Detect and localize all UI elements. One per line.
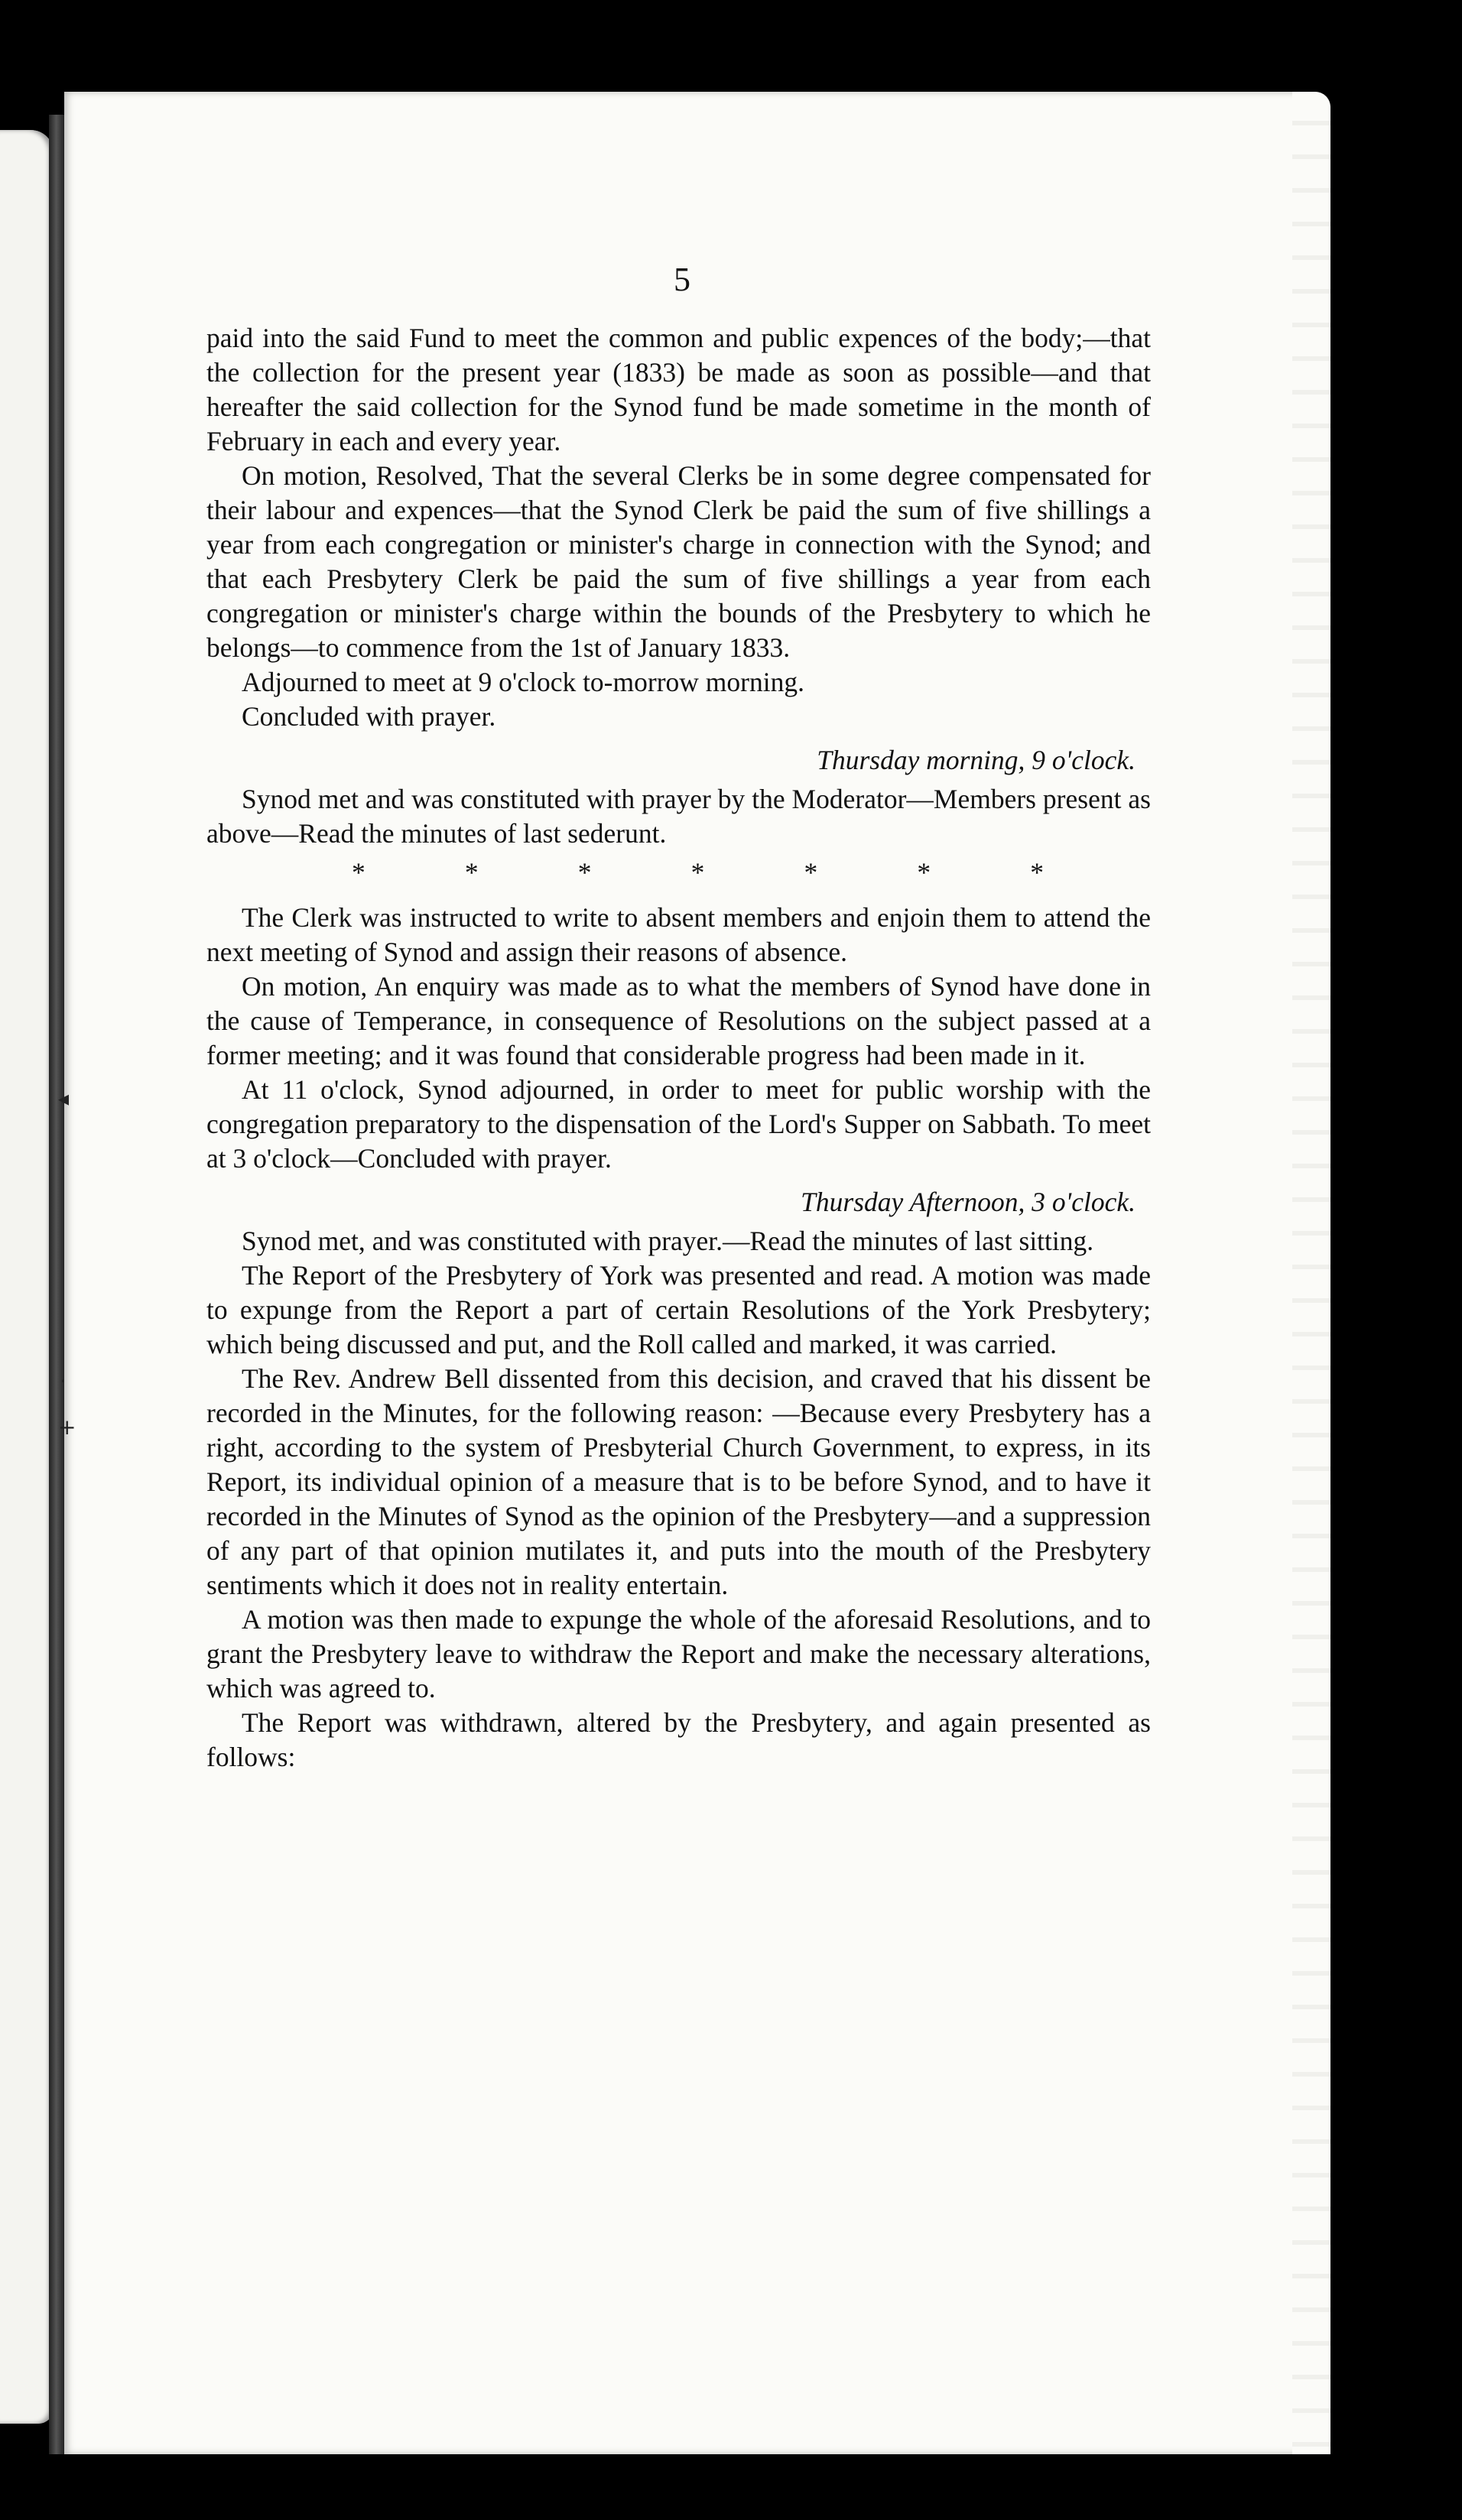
asterisk: * [804, 857, 818, 888]
page-number: 5 [674, 261, 690, 298]
margin-mark: · [60, 1369, 67, 1394]
paragraph: The Report of the Presbytery of York was presented and read. A motion was made to expunge from the Report a part of certain Resolutions of the York Presbytery; which being discussed and put, and the Roll called and marked, it was carried. [206, 1260, 1151, 1359]
asterisk: * [352, 857, 366, 888]
page-fore-edge [1292, 92, 1330, 2454]
section-heading: Thursday morning, 9 o'clock. [817, 745, 1135, 775]
paragraph: At 11 o'clock, Synod adjourned, in order to meet for public worship with the congregation preparatory to the dispensation of the Lord's Supper on Sabbath. To meet at 3 o'clock—Concluded with prayer. [206, 1074, 1151, 1174]
asterisk: * [464, 857, 479, 888]
asterisk: * [917, 857, 931, 888]
section-heading: Thursday Afternoon, 3 o'clock. [801, 1187, 1135, 1217]
asterisk: * [690, 857, 705, 888]
paragraph: Concluded with prayer. [242, 701, 496, 732]
asterisk: * [577, 857, 592, 888]
paragraph: Adjourned to meet at 9 o'clock to-morrow morning. [242, 667, 804, 697]
facing-page-edge [0, 130, 54, 2424]
asterisk: * [1030, 857, 1044, 888]
page-body [206, 321, 1151, 1775]
paragraph: Synod met and was constituted with prayer by the Moderator—Members present as above—Read the minutes of last sederunt. [206, 784, 1151, 849]
paragraph: On motion, Resolved, That the several Clerks be in some degree compensated for their labour and expences—that the Synod Clerk be paid the sum of five shillings a year from each congregation or minister's charge in connection with the Synod; and that each Presbytery Clerk be paid the sum of five shillings a year from each congregation or minister's charge within the bounds of the Presbytery to which he belongs—to commence from the 1st of January 1833. [206, 460, 1151, 663]
paragraph: The Rev. Andrew Bell dissented from this decision, and craved that his dissent be recorded in the Minutes, for the following reason: —Because every Presbytery has a right, according to the system of Presbyterial Church Government, to express, in its Report, its individual opinion of a measure that is to be before Synod, and to have it recorded in the Minutes of Synod as the opinion of the Presbytery—and a suppression of any part of that opinion mutilates it, and puts into the mouth of the Presbytery sentiments which it does not in reality entertain. [206, 1363, 1151, 1600]
paragraph: The Clerk was instructed to write to absent members and enjoin them to attend the next meeting of Synod and assign their reasons of absence. [206, 902, 1151, 967]
paragraph: paid into the said Fund to meet the common and public expences of the body;—that the collection for the present year (1833) be made as soon as possible—and that hereafter the said collection for the Synod fund be made sometime in the month of February in each and every year. [206, 323, 1151, 456]
margin-mark: + [58, 1414, 76, 1440]
paragraph: Synod met, and was constituted with prayer.—Read the minutes of last sitting. [242, 1226, 1094, 1256]
paragraph: A motion was then made to expunge the whole of the aforesaid Resolutions, and to grant the Presbytery leave to withdraw the Report and make the necessary alterations, which was agreed to. [206, 1604, 1151, 1703]
paragraph: On motion, An enquiry was made as to what the members of Synod have done in the cause of Temperance, in consequence of Resolutions on the subject passed at a former meeting; and it was found that considerable progress had been made in it. [206, 971, 1151, 1070]
section-break [206, 856, 1151, 890]
margin-mark: ◂ [58, 1086, 70, 1111]
paragraph: The Report was withdrawn, altered by the Presbytery, and again presented as follows: [206, 1707, 1151, 1772]
